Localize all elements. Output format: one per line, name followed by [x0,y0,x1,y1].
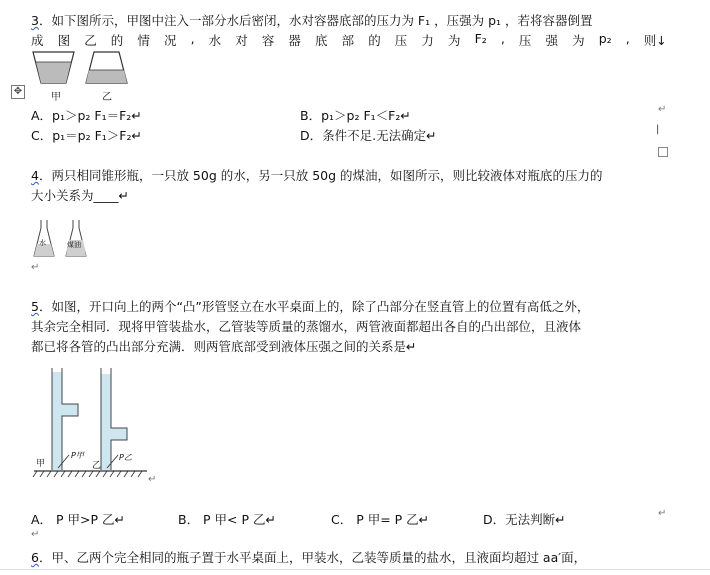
q4-line1: 4．两只相同锥形瓶，一只放 50g 的水，另一只放 50g 的煤油，如图所示，则比较液体对瓶底的压力的 [31,168,603,183]
para-mark-4: ↵ [658,508,667,519]
move-anchor-icon[interactable]: ✥ [11,85,25,99]
q5-p-jia: P甲 [71,451,84,460]
q3-line2-word: 成 [31,33,44,48]
q5-option-d: D．无法判断↵ [483,512,566,527]
q3-line2-word: , [190,31,195,46]
q3-line2-word: 力 [421,33,434,48]
q3-line2-word: 乙 [84,33,97,48]
q5-label-jia: 甲 [36,459,46,469]
q3-line2-word: 图 [57,33,71,48]
q3-line2-word: p₂ [598,31,612,46]
cursor-mark: | [656,124,660,135]
q3-option-a: A．p₁＞p₂ F₁＝F₂↵ [31,108,142,123]
q3-option-d: D．条件不足.无法确定↵ [300,128,437,143]
q3-line2-word: 的 [110,33,124,48]
q3-line2-word: 容 [261,33,275,48]
q3-line2-word: 压 [394,33,408,48]
q3-line2-word: 压 [518,33,532,48]
q3-line2-word: , [625,31,630,46]
q3-line2-word: 器 [288,33,301,48]
q5-option-c: C． P 甲= P 乙↵ [331,512,430,527]
q4-flask2-label: 煤油 [67,241,81,249]
q3-line2-word: , [500,31,505,46]
q3-line2-word: 部 [341,33,355,48]
q3-line2-word: 况 [163,33,177,48]
q3-line2-word: 强 [545,33,559,48]
q3-line2-word: 为 [572,33,585,48]
q5-label-yi: 乙 [92,461,102,471]
para-mark-2: ↵ [31,262,40,273]
q3-line1: 3．如下图所示，甲图中注入一部分水后密闭，水对容器底部的压力为 F₁ ，压强为 p₁ ，若将容器倒置 [31,13,593,28]
q5-p-yi: P乙 [119,453,132,462]
q4-flask1-label: 水 [39,239,46,247]
q6-line1: 6．甲、乙两个完全相同的瓶子置于水平桌面上，甲装水，乙装等质量的盐水，且液面均超过 aa′面， [31,550,587,565]
q3-option-b: B．p₁＞p₂ F₁＜F₂↵ [300,108,411,123]
q5-line1: 5．如图，开口向上的两个“凸”形管竖立在水平桌面上的，除了凸部分在竖直管上的位置有高低之外， [31,299,590,314]
q3-line2-word: 对 [235,33,248,48]
q5-line2: 其余完全相同．现将甲管装盐水，乙管装等质量的蒸馏水，两管液面都超出各自的凸出部位，且液体 [31,319,582,334]
q3-option-c: C．p₁＝p₂ F₁＞F₂↵ [31,128,142,143]
q4-line2: 大小关系为____↵ [31,188,129,203]
q5-number: 5 [31,299,39,314]
q6-number: 6 [31,550,39,565]
q3-label-yi: 乙 [102,92,112,103]
q3-number: 3 [31,13,39,28]
para-mark-5: ↵ [31,529,40,540]
q3-containers-figure [30,48,142,90]
q5-option-b: B． P 甲< P 乙↵ [178,512,276,527]
q3-line2 [31,31,667,49]
q3-line2-word: F₂ [474,31,487,46]
para-mark-3: ↵ [148,474,157,485]
q3-line2-word: 底 [315,33,328,48]
page-divider [0,569,710,570]
q5-line3: 都已将各管的凸出部分充满．则两管底部受到液体压强之间的关系是↵ [31,339,417,354]
q3-line2-word: 则↓ [643,33,667,48]
q3-line2-word: 的 [368,33,381,48]
q3-label-jia: 甲 [51,92,61,103]
small-square-icon [658,147,668,157]
q3-line2-word: 为 [447,33,461,48]
q4-number: 4 [31,168,39,183]
para-mark-1: ↵ [658,104,667,115]
q3-line2-word: 水 [208,33,222,48]
q5-option-a: A． P 甲>P 乙↵ [31,512,125,527]
q3-line2-word: 情 [137,33,150,48]
